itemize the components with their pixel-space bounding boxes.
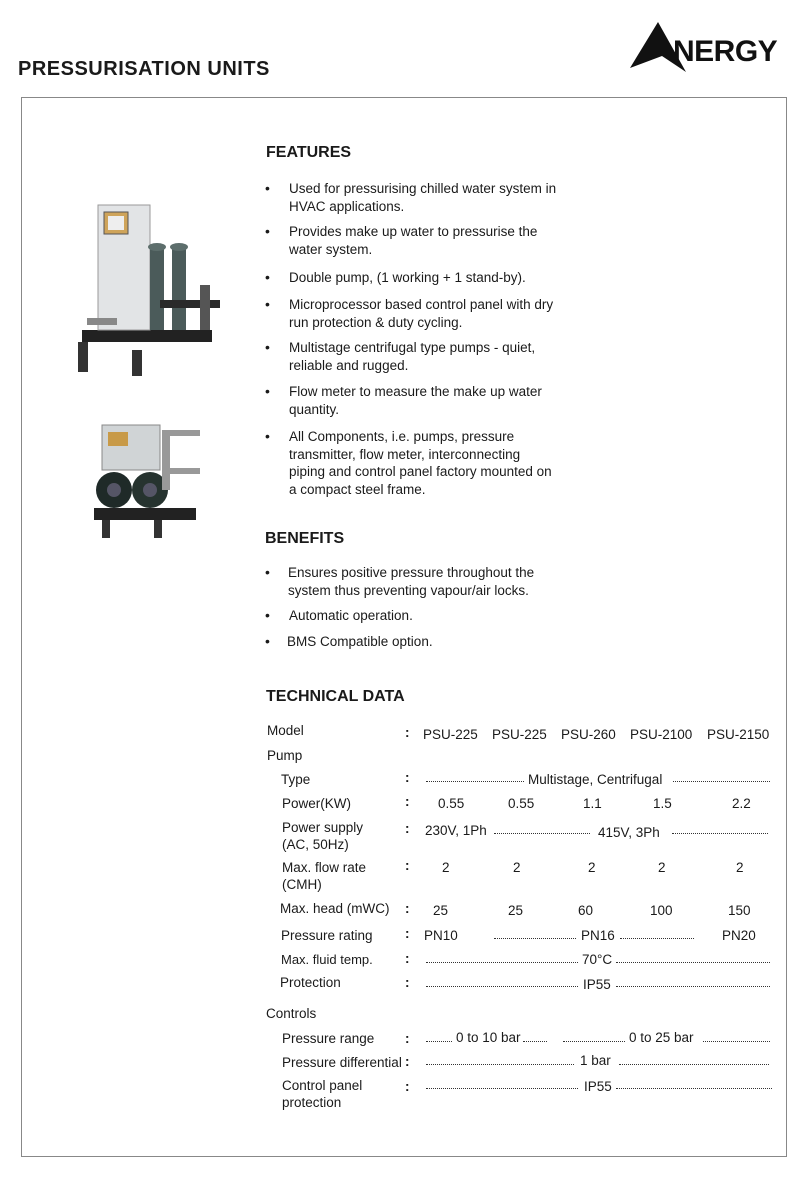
flow-rate-value: 2 — [442, 860, 450, 875]
model-value: PSU-260 — [561, 727, 616, 742]
power-supply-value: 230V, 1Ph — [425, 823, 487, 838]
feature-text: All Components, i.e. pumps, pressure transmitter, flow meter, interconnecting piping and control panel factory mounted on a compact steel frame. — [289, 429, 552, 497]
list-item — [265, 383, 575, 419]
pressurisation-unit-image-1 — [72, 200, 232, 380]
type-label: Type — [281, 772, 311, 787]
bullet-icon: • — [265, 564, 270, 580]
flow-rate-value: 2 — [658, 860, 666, 875]
list-item — [265, 428, 575, 500]
pressure-range-label: Pressure range — [282, 1031, 375, 1046]
colon: : — [405, 770, 410, 785]
power-label: Power(KW) — [282, 796, 352, 811]
pressure-rating-value: PN16 — [581, 928, 615, 943]
pressure-range-value: 0 to 25 bar — [629, 1030, 694, 1045]
page-title: PRESSURISATION UNITS — [18, 58, 270, 80]
colon: : — [405, 951, 410, 966]
flow-rate-value: 2 — [588, 860, 596, 875]
dotted-leader — [523, 1041, 547, 1042]
colon: : — [405, 1031, 410, 1046]
max-head-value: 100 — [650, 903, 673, 918]
bullet-icon: • — [265, 607, 270, 623]
power-value: 0.55 — [508, 796, 535, 811]
feature-text: Microprocessor based control panel with dry run protection & duty cycling. — [289, 297, 554, 330]
flow-rate-label: Max. flow rate — [282, 860, 367, 875]
colon: : — [405, 1079, 410, 1094]
bullet-icon: • — [265, 180, 270, 196]
model-value: PSU-2100 — [630, 727, 693, 742]
model-value: PSU-225 — [492, 727, 547, 742]
benefit-text: Ensures positive pressure throughout the system thus preventing vapour/air locks. — [288, 565, 535, 598]
feature-text: Multistage centrifugal type pumps - quiet, reliable and rugged. — [289, 340, 536, 373]
pressure-rating-label: Pressure rating — [281, 928, 373, 943]
dotted-leader — [426, 962, 578, 963]
bullet-icon: • — [265, 296, 270, 312]
colon: : — [405, 926, 410, 941]
list-item — [265, 339, 575, 375]
power-value: 2.2 — [732, 796, 751, 811]
list-item — [265, 607, 575, 625]
pressure-rating-value: PN10 — [424, 928, 458, 943]
bullet-icon: • — [265, 383, 270, 399]
colon: : — [405, 821, 410, 836]
feature-text: Provides make up water to pressurise the water system. — [289, 224, 538, 257]
list-item — [265, 633, 575, 651]
power-supply-value: 415V, 3Ph — [598, 825, 660, 840]
bullet-icon: • — [265, 223, 270, 239]
colon: : — [405, 901, 410, 916]
dotted-leader — [426, 1064, 574, 1065]
max-head-value: 150 — [728, 903, 751, 918]
controls-label: Controls — [266, 1006, 317, 1021]
fluid-temp-label: Max. fluid temp. — [281, 952, 373, 967]
power-value: 0.55 — [438, 796, 465, 811]
protection-label: Protection — [280, 975, 341, 990]
max-head-value: 25 — [433, 903, 449, 918]
dotted-leader — [620, 938, 694, 939]
dotted-leader — [426, 1041, 452, 1042]
model-value: PSU-225 — [423, 727, 478, 742]
dotted-leader — [703, 1041, 770, 1042]
max-head-label: Max. head (mWC) — [280, 901, 390, 916]
dotted-leader — [426, 781, 524, 782]
list-item — [265, 296, 575, 332]
list-item — [265, 564, 575, 600]
bullet-icon: • — [265, 339, 270, 355]
bullet-icon: • — [265, 269, 270, 285]
max-head-value: 25 — [508, 903, 524, 918]
pressurisation-unit-image-2 — [92, 420, 212, 545]
feature-text: Double pump, (1 working + 1 stand-by). — [289, 270, 526, 285]
protection-value: IP55 — [583, 977, 611, 992]
flow-rate-value: 2 — [513, 860, 521, 875]
dotted-leader — [616, 986, 770, 987]
fluid-temp-value: 70°C — [582, 952, 613, 967]
colon: : — [405, 725, 410, 740]
control-panel-value: IP55 — [584, 1079, 612, 1094]
feature-text: Used for pressurising chilled water system in HVAC applications. — [289, 181, 557, 214]
dotted-leader — [426, 986, 578, 987]
power-value: 1.1 — [583, 796, 602, 811]
power-value: 1.5 — [653, 796, 672, 811]
technical-data-title: TECHNICAL DATA — [266, 688, 405, 705]
pressure-range-value: 0 to 10 bar — [456, 1030, 521, 1045]
flow-rate-label-sub: (CMH) — [282, 877, 322, 892]
control-panel-label-sub: protection — [282, 1095, 342, 1110]
logo-text: NERGY — [673, 35, 778, 68]
model-value: PSU-2150 — [707, 727, 770, 742]
dotted-leader — [494, 938, 576, 939]
colon: : — [405, 975, 410, 990]
power-supply-label-sub: (AC, 50Hz) — [282, 837, 349, 852]
bullet-icon: • — [265, 633, 270, 649]
pressure-rating-value: PN20 — [722, 928, 756, 943]
pressure-differential-label: Pressure differential — [282, 1055, 402, 1070]
dotted-leader — [672, 833, 768, 834]
dotted-leader — [616, 962, 770, 963]
list-item — [265, 269, 575, 287]
colon: : — [405, 1054, 410, 1069]
power-supply-label: Power supply — [282, 820, 364, 835]
max-head-value: 60 — [578, 903, 594, 918]
list-item — [265, 180, 575, 216]
colon: : — [405, 858, 410, 873]
pump-label: Pump — [267, 748, 303, 763]
control-panel-label: Control panel — [282, 1078, 363, 1093]
dotted-leader — [563, 1041, 625, 1042]
energy-logo — [628, 20, 788, 76]
dotted-leader — [494, 833, 590, 834]
model-label: Model — [267, 723, 304, 738]
list-item — [265, 223, 575, 259]
benefits-title: BENEFITS — [265, 530, 345, 547]
dotted-leader — [616, 1088, 772, 1089]
feature-text: Flow meter to measure the make up water quantity. — [289, 384, 542, 417]
dotted-leader — [673, 781, 770, 782]
pressure-differential-value: 1 bar — [580, 1053, 611, 1068]
dotted-leader — [619, 1064, 769, 1065]
features-title: FEATURES — [266, 144, 352, 161]
flow-rate-value: 2 — [736, 860, 744, 875]
type-value: Multistage, Centrifugal — [528, 772, 663, 787]
benefit-text: Automatic operation. — [289, 608, 413, 623]
bullet-icon: • — [265, 428, 270, 444]
dotted-leader — [426, 1088, 578, 1089]
colon: : — [405, 794, 410, 809]
benefit-text: BMS Compatible option. — [287, 634, 433, 649]
